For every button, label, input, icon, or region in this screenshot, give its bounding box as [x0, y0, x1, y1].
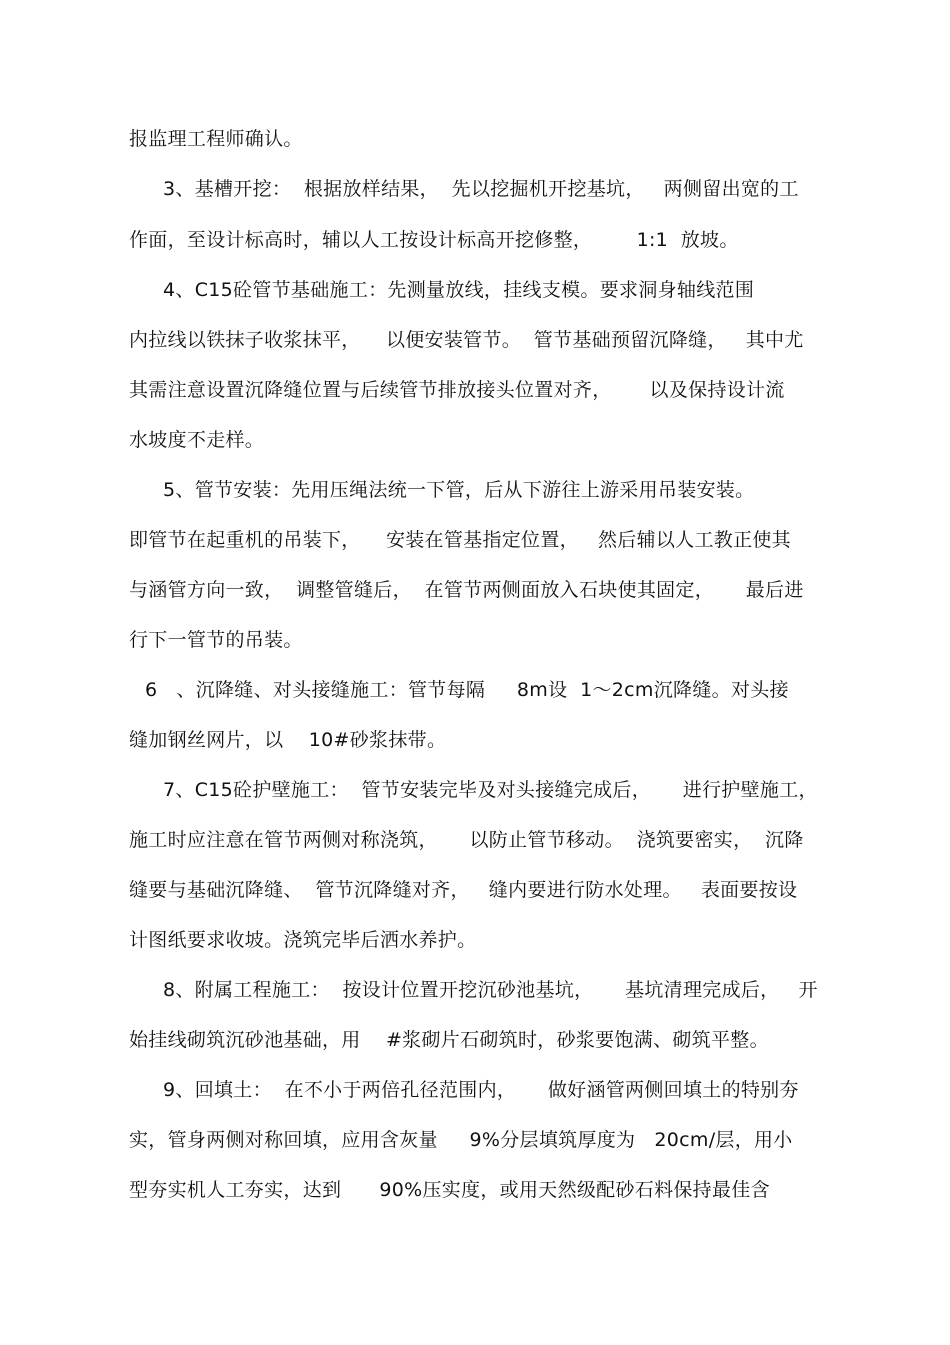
text-line-15: 施工时应注意在管节两侧对称浇筑， 以防止管节移动。 浇筑要密实， 沉降 [129, 829, 804, 851]
text-line-7: 水坡度不走样。 [129, 429, 265, 451]
text-line-19: 始挂线砌筑沉砂池基础，用 #浆砌片石砌筑时，砂浆要饱满、砌筑平整。 [129, 1029, 769, 1051]
text-line-14: 7、C15砼护壁施工： 管节安装完毕及对头接缝完成后， 进行护壁施工， [163, 779, 818, 801]
text-line-11: 行下一管节的吊装。 [129, 629, 303, 651]
text-line-10: 与涵管方向一致， 调整管缝后， 在管节两侧面放入石块使其固定， 最后进 [129, 579, 804, 601]
text-line-4: 4、C15砼管节基础施工：先测量放线，挂线支模。要求洞身轴线范围 [163, 279, 755, 301]
text-line-8: 5、管节安装：先用压绳法统一下管，后从下游往上游采用吊装安装。 [163, 479, 755, 501]
text-line-13: 缝加钢丝网片，以 10#砂浆抹带。 [129, 729, 447, 751]
text-line-5: 内拉线以铁抹子收浆抹平， 以便安装管节。 管节基础预留沉降缝， 其中尤 [129, 329, 804, 351]
text-line-2: 3、基槽开挖： 根据放样结果， 先以挖掘机开挖基坑， 两侧留出宽的工 [163, 178, 799, 200]
text-line-17: 计图纸要求收坡。浇筑完毕后洒水养护。 [129, 929, 477, 951]
text-line-22: 型夯实机人工夯实，达到 90%压实度，或用天然级配砂石料保持最佳含 [129, 1179, 770, 1201]
text-line-20: 9、回填土： 在不小于两倍孔径范围内， 做好涵管两侧回填土的特别夯 [163, 1079, 799, 1101]
text-line-1: 报监理工程师确认。 [129, 128, 303, 150]
text-line-18: 8、附属工程施工： 按设计位置开挖沉砂池基坑， 基坑清理完成后， 开 [163, 979, 818, 1001]
text-line-21: 实，管身两侧对称回填，应用含灰量 9%分层填筑厚度为 20cm/层，用小 [129, 1129, 793, 1151]
text-line-12: 6 、沉降缝、对头接缝施工：管节每隔 8m设 1～2cm沉降缝。对头接 [145, 679, 789, 701]
text-line-3: 作面，至设计标高时，辅以人工按设计标高开挖修整， 1:1 放坡。 [129, 229, 739, 251]
text-line-9: 即管节在起重机的吊装下， 安装在管基指定位置， 然后辅以人工教正使其 [129, 529, 791, 551]
text-line-16: 缝要与基础沉降缝、 管节沉降缝对齐， 缝内要进行防水处理。 表面要按设 [129, 879, 798, 901]
text-line-6: 其需注意设置沉降缝位置与后续管节排放接头位置对齐， 以及保持设计流 [129, 379, 785, 401]
